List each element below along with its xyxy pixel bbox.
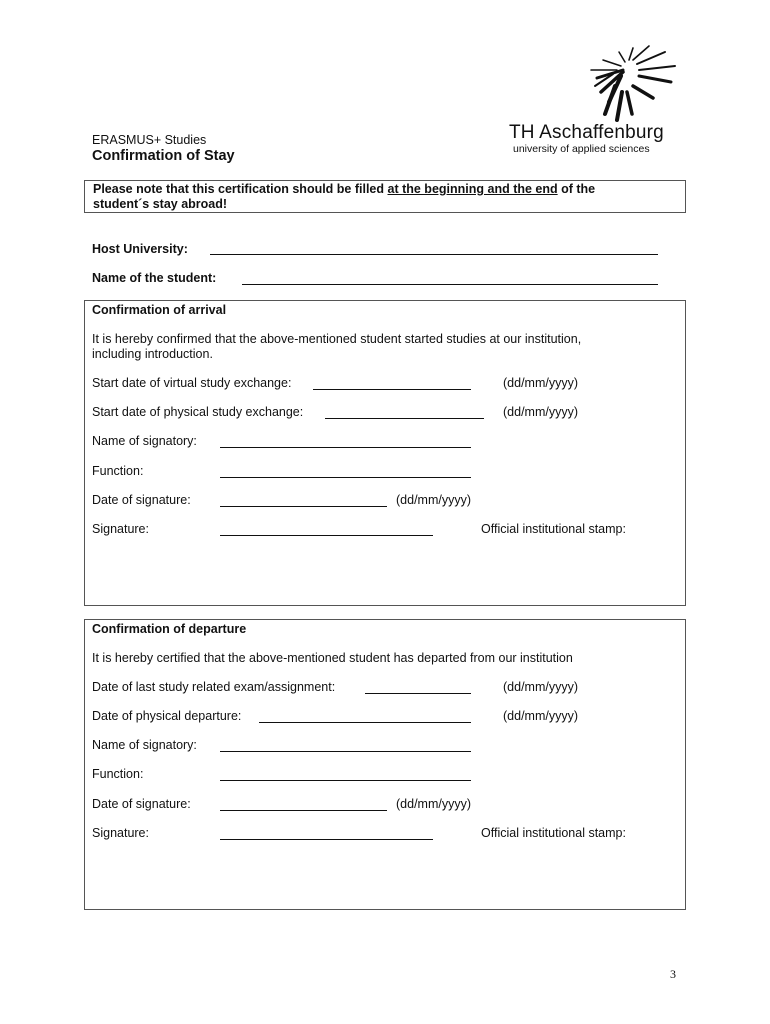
host-university-field[interactable] xyxy=(210,254,658,255)
last-exam-field[interactable] xyxy=(365,693,471,694)
departure-signatory-field[interactable] xyxy=(220,751,471,752)
virtual-start-field[interactable] xyxy=(313,389,471,390)
arrival-function-label: Function: xyxy=(92,464,144,478)
notice-text-part1: Please note that this certification should be filled xyxy=(93,182,388,196)
notice-box xyxy=(84,180,686,213)
arrival-statement-line1: It is hereby confirmed that the above-mentioned student started studies at our institution, xyxy=(92,332,582,346)
arrival-signatory-label: Name of signatory: xyxy=(92,434,197,448)
arrival-signature-date-field[interactable] xyxy=(220,506,387,507)
logo xyxy=(505,42,685,162)
physical-start-format: (dd/mm/yyyy) xyxy=(503,405,578,419)
logo-name: TH Aschaffenburg xyxy=(509,122,664,143)
arrival-statement-line2: including introduction. xyxy=(92,347,213,361)
physical-departure-format: (dd/mm/yyyy) xyxy=(503,709,578,723)
arrival-function-field[interactable] xyxy=(220,477,471,478)
departure-stamp-label: Official institutional stamp: xyxy=(481,826,626,840)
last-exam-format: (dd/mm/yyyy) xyxy=(503,680,578,694)
arrival-heading: Confirmation of arrival xyxy=(92,303,227,317)
departure-signature-label: Signature: xyxy=(92,826,149,840)
physical-start-field[interactable] xyxy=(325,418,484,419)
program-label: ERASMUS+ Studies xyxy=(92,133,207,147)
departure-signature-date-label: Date of signature: xyxy=(92,797,191,811)
notice-text-part2: of the xyxy=(557,182,596,196)
notice-highlight: at the beginning and the end xyxy=(387,182,558,196)
page-number: 3 xyxy=(670,967,676,981)
page-title: Confirmation of Stay xyxy=(92,148,235,164)
notice-line2: student´s stay abroad! xyxy=(93,197,228,211)
virtual-start-label: Start date of virtual study exchange: xyxy=(92,376,292,390)
departure-signature-date-field[interactable] xyxy=(220,810,387,811)
physical-start-label: Start date of physical study exchange: xyxy=(92,405,304,419)
sunburst-logo-icon xyxy=(505,42,685,122)
logo-tagline: university of applied sciences xyxy=(513,143,650,155)
departure-function-label: Function: xyxy=(92,767,144,781)
notice-line1 xyxy=(93,182,595,197)
arrival-signature-field[interactable] xyxy=(220,535,433,536)
departure-statement: It is hereby certified that the above-mentioned student has departed from our institution xyxy=(92,651,573,665)
arrival-signatory-field[interactable] xyxy=(220,447,471,448)
departure-signatory-label: Name of signatory: xyxy=(92,738,197,752)
departure-heading: Confirmation of departure xyxy=(92,622,247,636)
departure-signature-field[interactable] xyxy=(220,839,433,840)
host-university-label: Host University: xyxy=(92,242,188,256)
arrival-signature-date-format: (dd/mm/yyyy) xyxy=(396,493,471,507)
physical-departure-field[interactable] xyxy=(259,722,471,723)
student-name-field[interactable] xyxy=(242,284,658,285)
departure-function-field[interactable] xyxy=(220,780,471,781)
departure-signature-date-format: (dd/mm/yyyy) xyxy=(396,797,471,811)
arrival-signature-label: Signature: xyxy=(92,522,149,536)
student-name-label: Name of the student: xyxy=(92,271,217,285)
arrival-signature-date-label: Date of signature: xyxy=(92,493,191,507)
last-exam-label: Date of last study related exam/assignment: xyxy=(92,680,336,694)
arrival-stamp-label: Official institutional stamp: xyxy=(481,522,626,536)
virtual-start-format: (dd/mm/yyyy) xyxy=(503,376,578,390)
physical-departure-label: Date of physical departure: xyxy=(92,709,242,723)
